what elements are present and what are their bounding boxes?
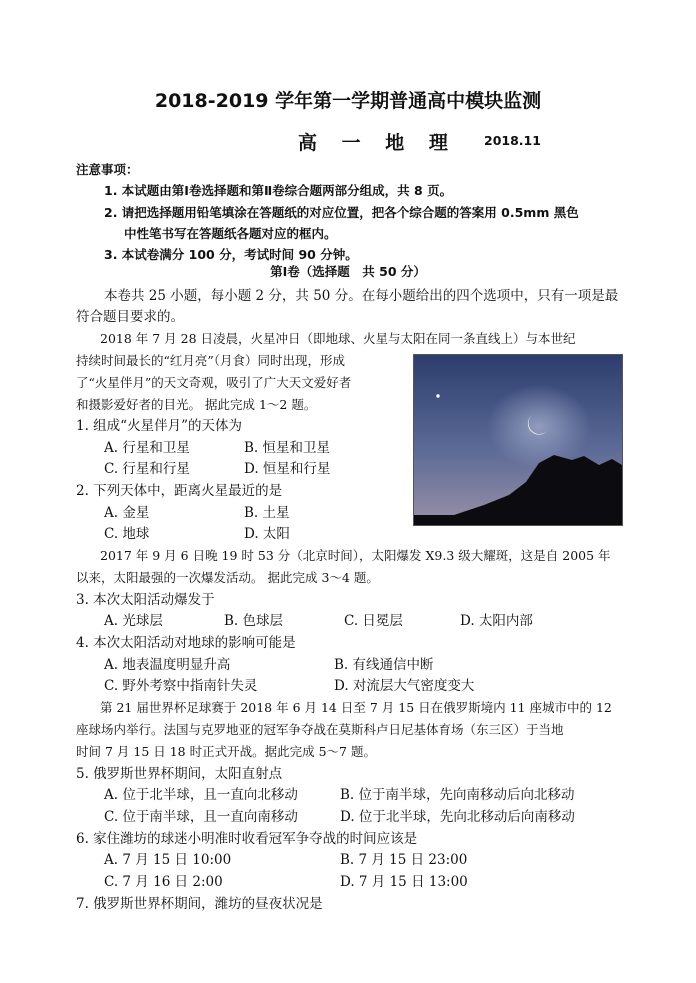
section-1-intro-cont: 符合题目要求的。 <box>76 309 184 325</box>
passage-3-line-1: 第 21 届世界杯足球赛于 2018 年 6 月 14 日至 7 月 15 日在俄罗斯境内 11 座城市中的 12 <box>100 700 612 715</box>
q3-stem: 3. 本次太阳活动爆发于 <box>76 592 215 608</box>
exam-date: 2018.11 <box>484 133 541 148</box>
q6-option-a: A. 7 月 15 日 10:00 <box>104 852 232 868</box>
q4-stem: 4. 本次太阳活动对地球的影响可能是 <box>76 635 296 651</box>
q3-option-c: C. 日冕层 <box>344 613 403 629</box>
passage-1-line-2: 持续时间最长的“红月亮”（月食）同时出现，形成 <box>76 353 346 368</box>
passage-3-line-2: 座球场内举行。法国与克罗地亚的冠军争夺战在莫斯科卢日尼基体育场（东三区）于当地 <box>76 722 564 737</box>
q5-option-c: C. 位于南半球，且一直向南移动 <box>104 809 298 825</box>
q4-option-d: D. 对流层大气密度变大 <box>334 678 475 694</box>
passage-1-line-1: 2018 年 7 月 28 日凌晨，火星冲日（即地球、火星与太阳在同一条直线上）与本世纪 <box>100 331 576 346</box>
q2-option-b: B. 土星 <box>244 505 290 521</box>
mars-dot <box>436 394 439 397</box>
q6-option-c: C. 7 月 16 日 2:00 <box>104 874 223 890</box>
notice-heading: 注意事项： <box>76 162 139 177</box>
notice-item-2-cont: 中性笔书写在答题纸各题对应的框内。 <box>124 226 337 241</box>
notice-item-1: 1. 本试题由第Ⅰ卷选择题和第Ⅱ卷综合题两部分组成，共 8 页。 <box>104 183 453 198</box>
q2-stem: 2. 下列天体中，距离火星最近的是 <box>76 483 283 499</box>
section-1-intro: 本卷共 25 小题，每小题 2 分，共 50 分。在每小题给出的四个选项中，只有一项是最 <box>104 288 619 304</box>
q4-option-c: C. 野外考察中指南针失灵 <box>104 678 258 694</box>
q2-option-a: A. 金星 <box>104 505 150 521</box>
q6-option-b: B. 7 月 15 日 23:00 <box>340 852 468 868</box>
q6-stem: 6. 家住潍坊的球迷小明准时收看冠军争夺战的时间应该是 <box>76 831 418 847</box>
passage-2-line-2: 以来，太阳最强的一次爆发活动。 据此完成 3～4 题。 <box>76 570 379 585</box>
passage-1-line-4: 和摄影爱好者的目光。 据此完成 1～2 题。 <box>76 397 317 412</box>
passage-2-line-1: 2017 年 9 月 6 日晚 19 时 53 分（北京时间），太阳爆发 X9.3 级大耀斑，这是自 2005 年 <box>100 548 611 563</box>
subject-title: 高 一 地 理 <box>298 132 457 154</box>
q2-option-c: C. 地球 <box>104 526 150 542</box>
q1-option-a: A. 行星和卫星 <box>104 440 190 456</box>
q5-stem: 5. 俄罗斯世界杯期间，太阳直射点 <box>76 766 283 782</box>
passage-3-line-3: 时间 7 月 15 日 18 时正式开战。据此完成 5～7 题。 <box>76 744 376 759</box>
q1-option-b: B. 恒星和卫星 <box>244 440 331 456</box>
q3-option-b: B. 色球层 <box>224 613 284 629</box>
section-1-title: 第Ⅰ卷（选择题 共 50 分） <box>270 264 426 279</box>
q5-option-d: D. 位于北半球，先向北移动后向南移动 <box>340 809 575 825</box>
night-sky-image <box>414 355 622 525</box>
passage-1-line-3: 了“火星伴月”的天文奇观，吸引了广大天文爱好者 <box>76 375 352 390</box>
mars-moon-photo <box>413 354 623 526</box>
q2-option-d: D. 太阳 <box>244 526 290 542</box>
q6-option-d: D. 7 月 15 日 13:00 <box>340 874 468 890</box>
q4-option-b: B. 有线通信中断 <box>334 657 434 673</box>
q3-option-d: D. 太阳内部 <box>460 613 533 629</box>
notice-item-3: 3. 本试卷满分 100 分，考试时间 90 分钟。 <box>104 247 358 262</box>
q4-option-a: A. 地表温度明显升高 <box>104 657 231 673</box>
q7-stem: 7. 俄罗斯世界杯期间，潍坊的昼夜状况是 <box>76 896 323 912</box>
exam-title: 2018-2019 学年第一学期普通高中模块监测 <box>154 90 542 112</box>
q5-option-b: B. 位于南半球，先向南移动后向北移动 <box>340 787 575 803</box>
q3-option-a: A. 光球层 <box>104 613 163 629</box>
q1-option-d: D. 恒星和行星 <box>244 461 331 477</box>
q1-stem: 1. 组成“火星伴月”的天体为 <box>76 418 242 434</box>
q1-option-c: C. 行星和行星 <box>104 461 190 477</box>
notice-item-2: 2. 请把选择题用铅笔填涂在答题纸的对应位置，把各个综合题的答案用 0.5mm 黑色 <box>104 205 579 220</box>
q5-option-a: A. 位于北半球，且一直向北移动 <box>104 787 298 803</box>
